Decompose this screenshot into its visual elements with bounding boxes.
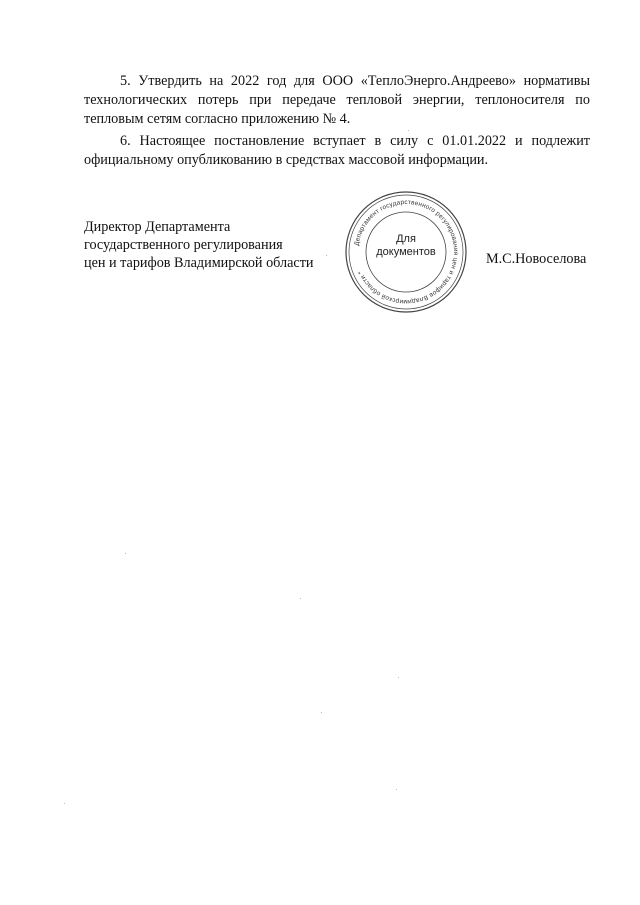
position-line-1: Директор Департамента: [84, 219, 231, 235]
scan-speck: [64, 803, 65, 804]
signatory-position: [84, 218, 314, 272]
scan-speck: [326, 255, 327, 256]
scan-speck: [125, 553, 126, 554]
scan-speck: [398, 677, 399, 678]
stamp-ring-text: Департамент государственного регулирования цен и тарифов Владимирской области *: [353, 198, 460, 306]
paragraph-5: 5. Утвердить на 2022 год для ООО «ТеплоЭнерго.Андреево» нормативы технологических потерь при передаче тепловой энергии, теплоносителя по тепловым сетям согласно приложению № 4.: [84, 73, 590, 127]
scan-speck: [396, 789, 397, 790]
paragraph-6: 6. Настоящее постановление вступает в силу с 01.01.2022 и подлежит официальному опубликованию в средствах массовой информации.: [84, 133, 590, 168]
stamp-center-line-2: документов: [376, 246, 436, 258]
stamp-center-text: [368, 233, 444, 259]
scan-speck: [408, 130, 409, 131]
position-line-3: цен и тарифов Владимирской области: [84, 255, 314, 271]
scan-speck: [321, 712, 322, 713]
scan-speck: [300, 598, 301, 599]
signatory-name: М.С.Новоселова: [486, 251, 587, 267]
position-line-2: государственного регулирования: [84, 237, 283, 253]
stamp-center-line-1: Для: [396, 233, 416, 245]
